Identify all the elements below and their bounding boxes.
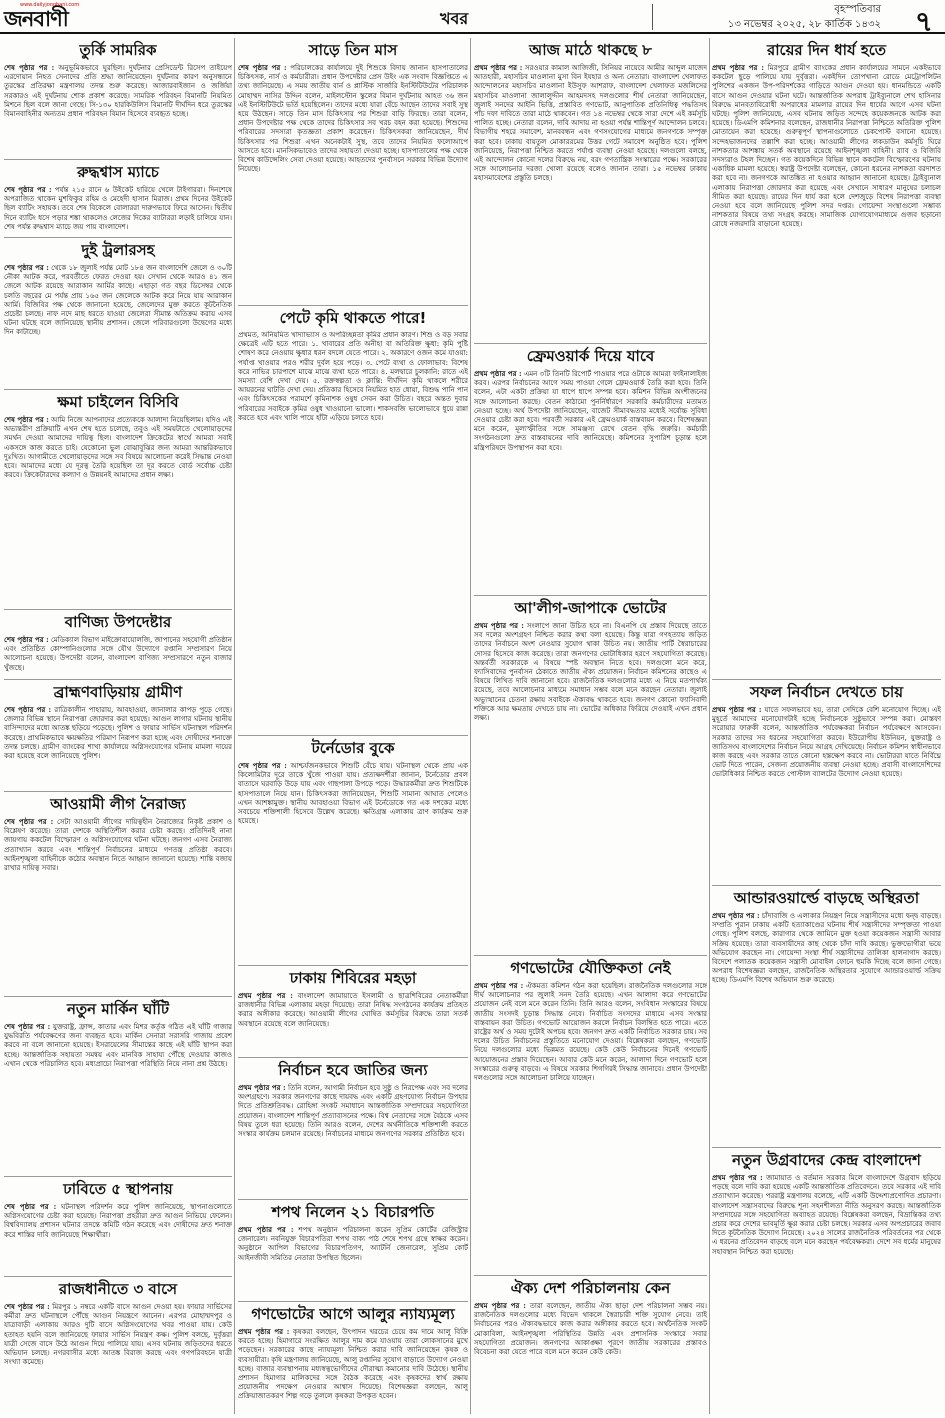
news-article[interactable] xyxy=(4,610,232,680)
article-lead-tag: শেষ পৃষ্ঠার পর : xyxy=(4,185,52,194)
article-body xyxy=(474,1301,707,1414)
article-headline[interactable]: টর্নেডোর বুকে xyxy=(311,739,395,757)
article-text: বাংলাদেশ জামায়াতে ইসলামী ও ছাত্রশিবিরের নেতাকর্মীরা রাজধানীর বিভিন্ন এলাকায় মহড়া দিয়েছে। তারা নিষিদ্ধ সংগঠনের কার্যক্রম প্রতিহত করার অঙ্গীকার করেছে। আওয়ামী লীগের ঘোষিত কর্মসূচির বিরুদ্ধে তারা সতর্ক অবস্থানে রয়েছে বলে জানিয়েছে। xyxy=(238,992,468,1028)
article-body xyxy=(4,263,232,385)
article-headline[interactable]: পেটে কৃমি থাকতে পারে! xyxy=(279,309,427,327)
article-text: কৃষকরা বলছেন, উৎপাদন খরচের চেয়ে কম দামে আলু বিক্রি করতে হচ্ছে। হিমাগারে সংরক্ষিত আলুর দাম কমে যাওয়ায় তারা লোকসানের মুখে পড়েছেন। সরকারের কাছে ন্যায্যমূল্য নিশ্চিত করার দাবি জানিয়েছেন কৃষক ও ব্যবসায়ীরা। কৃষি মন্ত্রণালয় জানিয়েছে, আলু রপ্তানির সুযোগ বাড়াতে উদ্যোগ নেওয়া হচ্ছে। বাজার ব্যবস্থাপনায় মধ্যস্বত্বভোগীদের দৌরাত্ম্য কমানোর দাবি উঠেছে। স্থানীয় প্রশাসন হিমাগার মালিকদের সঙ্গে বৈঠক করেছে এবং কৃষকদের স্বার্থ রক্ষায় প্রয়োজনীয় পদক্ষেপ নেওয়ার আশ্বাস দিয়েছে। বিশেষজ্ঞরা বলছেন, আলু প্রক্রিয়াজাতকরণ শিল্প গড়ে তুললে কৃষকরা উপকৃত হবেন। xyxy=(238,1328,468,1401)
column-2 xyxy=(238,38,468,1414)
article-text: যাতে সফলভাবে হয়, তারা সেদিকে বেশি মনোযোগ দিচ্ছে। এই মুহূর্তে আমাদের মনোযোগটাই হচ্ছে নির্বাচনকে সুষ্ঠুভাবে সম্পন্ন করা। মোস্তফা সরোয়ার ফারুকী বলেন, আন্তর্জাতিক পর্যবেক্ষকরা নির্বাচন পর্যবেক্ষণে আসবেন। সরকার তাদের সব ধরনের সহযোগিতা করবে। ইউরোপীয় ইউনিয়ন, যুক্তরাষ্ট্র ও জাতিসংঘ বাংলাদেশের নির্বাচন নিয়ে আগ্রহ দেখিয়েছে। নির্বাচন কমিশন স্বাধীনভাবে কাজ করছে এবং সরকার তাতে কোনো হস্তক্ষেপ করবে না। ভোটাররা যাতে নির্বিঘ্নে ভোট দিতে পারেন, সেজন্য প্রয়োজনীয় ব্যবস্থা নেওয়া হচ্ছে। প্রবাসী বাংলাদেশিদের ভোটাধিকার নিশ্চিত করতে পোস্টাল ব্যালটের উদ্যোগ নেওয়া হয়েছে। xyxy=(712,706,941,779)
article-text: চাঁদাবাজি ও এলাকার নিয়ন্ত্রণ নিয়ে সন্ত্রাসীদের মধ্যে দ্বন্দ্ব বাড়ছে। সম্প্রতি পুরান ঢাকায় একটি হত্যাকাণ্ডের ঘটনায় শীর্ষ সন্ত্রাসীদের সম্পৃক্ততা পাওয়া গেছে। পুলিশ বলছে, কারাগার থেকে জামিনে মুক্ত হওয়া কয়েকজন সন্ত্রাসী আবার সক্রিয় হয়েছে। তারা ব্যবসায়ীদের কাছ থেকে চাঁদা দাবি করছে। ভুক্তভোগীরা ভয়ে অভিযোগ করছেন না। গোয়েন্দা সংস্থা শীর্ষ সন্ত্রাসীদের তালিকা হালনাগাদ করছে। বিদেশে পলাতক কয়েকজন সন্ত্রাসী মোবাইল ফোনে হুমকি দিচ্ছে বলে জানা গেছে। অপরাধ বিশেষজ্ঞরা বলছেন, রাজনৈতিক অস্থিরতার সুযোগে আন্ডারওয়ার্ল্ড সক্রিয় হচ্ছে। ডিএমপি বিশেষ অভিযান শুরু করেছে। xyxy=(712,912,941,985)
article-headline[interactable]: সফল নির্বাচন দেখতে চায় xyxy=(749,683,904,701)
article-text: পর্যন্ত ২১৫ রানে ৬ উইকেট হারিয়ে খেলে টাইগাররা। দিনশেষে অপরাজিত থাকেন মুশফিকুর রহিম ও মেহেদী হাসান মিরাজ। প্রথম দিনের উইকেট ছিল ব্যাটিং সহায়ক। তবে শেষ বিকেলে বোলাররা দারুণভাবে ফিরে আসেন। দ্বিতীয় দিনে ব্যাটিং ধসে পড়ার শঙ্কা থাকলেও লেজের দিকের ব্যাটাররা লড়াই চালিয়ে যান। শেষ পর্যন্ত রুদ্ধশ্বাস ম্যাচে জয় পায় বাংলাদেশ। xyxy=(4,186,232,231)
article-headline[interactable]: নির্বাচন হবে জাতির জন্য xyxy=(278,1061,428,1079)
date-line: ১৩ নভেম্বর ২০২৫, ২৮ কার্তিক ১৪৩২ xyxy=(727,19,881,30)
article-body xyxy=(4,817,232,992)
article-lead-tag: প্রথম পৃষ্ঠার পর : xyxy=(712,705,762,714)
news-article[interactable] xyxy=(4,238,232,390)
logo-url: www.dailyjonobani.com xyxy=(20,2,80,8)
article-body xyxy=(238,761,468,961)
article-lead-tag: শেষ পৃষ্ঠার পর : xyxy=(4,1302,50,1311)
article-body xyxy=(238,1225,468,1297)
article-lead-tag: শেষ পৃষ্ঠার পর : xyxy=(4,263,49,272)
article-text: সংলাপে জানা উচিত হবে না। বিএনপি যে প্রস্তাব দিয়েছে তাতে সব দলের অংশগ্রহণ নিশ্চিত করার কথা বলা হয়েছে। কিন্তু যারা গণহত্যায় জড়িত তাদের নির্বাচনে অংশ নেওয়ার সুযোগ থাকা উচিত নয়। জাতীয় পার্টি স্বৈরাচারের দোসর হিসেবে কাজ করেছে। তারা জনগণের ভোটাধিকার হরণে সহযোগিতা করেছে। অন্তর্বর্তী সরকারকে এ বিষয়ে স্পষ্ট অবস্থান নিতে হবে। দলগুলো মনে করে, ফ্যাসিবাদের পুনর্বাসন ঠেকাতে জাতীয় ঐক্য প্রয়োজন। নির্বাচন কমিশনের কাছেও এ বিষয়ে লিখিত দাবি জানানো হবে। রাজনৈতিক দলগুলোর মধ্যে এ নিয়ে মতপার্থক্য রয়েছে, তবে আলোচনার মাধ্যমে সমাধান সম্ভব বলে মনে করছেন নেতারা। জুলাই অভ্যুত্থানের চেতনা রক্ষায় সবাইকে ঐক্যবদ্ধ থাকতে হবে। জনগণ কোনো ফ্যাসিবাদী শক্তিকে আর ক্ষমতায় দেখতে চায় না। ভোটের অধিকার ফিরিয়ে দেওয়াই এখন প্রধান লক্ষ্য। xyxy=(474,622,707,723)
article-text: জামায়াত ও বর্তমান সরকার মিলে বাংলাদেশে উগ্রবাদ ছড়িয়ে পড়ছে বলে দাবি করা হয়েছে একটি আন্তর্জাতিক প্রতিবেদনে। তবে সরকার এই দাবি প্রত্যাখ্যান করেছে। পররাষ্ট্র মন্ত্রণালয় বলেছে, এটি একটি উদ্দেশ্যপ্রণোদিত প্রচারণা। বাংলাদেশ সন্ত্রাসবাদের বিরুদ্ধে শূন্য সহনশীলতা নীতি অনুসরণ করছে। আন্তর্জাতিক সম্প্রদায়ের সঙ্গে সহযোগিতা অব্যাহত রয়েছে। বিশ্লেষকরা বলছেন, বিভ্রান্তিকর তথ্য প্রচার করে দেশের ভাবমূর্তি ক্ষুণ্ণ করার চেষ্টা চলছে। সরকার এসব অপপ্রচারের জবাব দিতে কূটনৈতিক উদ্যোগ নিয়েছে। ২০২৪ সালের রাজনৈতিক পরিবর্তনের পর থেকে এ ধরনের প্রতিবেদন বাড়ছে বলে মনে করছেন পর্যবেক্ষকরা। দেশে সব ধর্মের মানুষের সহাবস্থান নিশ্চিত করা হয়েছে। xyxy=(712,1174,941,1256)
article-headline[interactable]: গণভোটের যৌক্তিকতা নেই xyxy=(510,959,671,977)
news-article[interactable] xyxy=(238,1058,468,1200)
masthead-divider xyxy=(652,4,653,30)
article-lead-tag: প্রথম পৃষ্ঠার পর : xyxy=(238,1083,286,1092)
news-article[interactable] xyxy=(712,1148,941,1414)
news-article[interactable] xyxy=(238,1200,468,1302)
article-text: প্রথমত, অনিয়মিত খাদ্যাভ্যাস ও অপরিচ্ছন্নতা কৃমির প্রধান কারণ। শিশু ও বড় সবার ক্ষেত্রেই এটি হতে পারে। ১. খাবারের প্রতি অনীহা বা অতিরিক্ত ক্ষুধা: কৃমি পুষ্টি শোষণ করে নেওয়ায় ক্ষুধার ধরন বদলে যেতে পারে। ২. অকারণে ওজন কমে যাওয়া: পর্যাপ্ত খাওয়ার পরও শরীর দুর্বল হয়ে পড়ে। ৩. পেটে ব্যথা ও ফোলাভাব: বিশেষ করে নাভির চারপাশে মাঝে মাঝে ব্যথা হতে পারে। ৪. মলদ্বারে চুলকানি: রাতে এই সমস্যা বেশি দেখা দেয়। ৫. রক্তস্বল্পতা ও ক্লান্তি: দীর্ঘদিন কৃমি থাকলে শরীরে আয়রনের ঘাটতি দেখা দেয়। প্রতিকার হিসেবে নিয়মিত হাত ধোয়া, বিশুদ্ধ পানি পান এবং চিকিৎসকের পরামর্শে কৃমিনাশক ওষুধ সেবন করা উচিত। বছরে অন্তত দুবার পরিবারের সবাইকে কৃমির ওষুধ খাওয়ানো ভালো। শাকসবজি ভালোভাবে ধুয়ে রান্না করতে হবে এবং খালি পায়ে হাঁটা এড়িয়ে চলতে হবে। xyxy=(238,331,468,422)
article-lead-tag: প্রথম পৃষ্ঠার পর : xyxy=(238,1225,294,1234)
article-headline[interactable]: ঐক্য দেশ পরিচালনায় কেন xyxy=(510,1279,671,1297)
article-text: শপথ অনুষ্ঠান পরিচালনা করেন সুপ্রিম কোর্টের রেজিস্ট্রার জেনারেল। নবনিযুক্ত বিচারপতিরা শপথ বাক্য পাঠ শেষে শপথ গ্রন্থে স্বাক্ষর করেন। অনুষ্ঠানে আপিল বিভাগের বিচারপতিগণ, অ্যাটর্নি জেনারেল, সুপ্রিম কোর্ট আইনজীবী সমিতির নেতারা উপস্থিত ছিলেন। xyxy=(238,1226,468,1262)
article-headline[interactable]: ঢাকায় শিবিরের মহড়া xyxy=(289,969,417,987)
article-headline[interactable]: ঢাবিতে ৫ স্থাপনায় xyxy=(63,1180,173,1198)
article-text: তারা বলেছেন, জাতীয় ঐক্য ছাড়া দেশ পরিচালনা সম্ভব নয়। রাজনৈতিক দলগুলোর মধ্যে বিভেদ থাকলে স্বৈরাচারী শক্তি সুযোগ নেবে। তাই নির্বাচনের পরও ঐক্যবদ্ধভাবে কাজ করার অঙ্গীকার করতে হবে। অর্থনৈতিক সংকট মোকাবিলা, আইনশৃঙ্খলা পরিস্থিতির উন্নতি এবং প্রশাসনিক সংস্কারে সবার সহযোগিতা প্রয়োজন। জনগণের আকাঙ্ক্ষা পূরণে জাতীয় সরকারের প্রস্তাবও বিবেচনা করা যেতে পারে বলে মনে করেন কেউ কেউ। xyxy=(474,1302,707,1357)
article-headline[interactable]: আওয়ামী লীগ নৈরাজ্য xyxy=(50,795,186,813)
article-headline[interactable]: দুই ট্রলারসহ xyxy=(81,241,155,259)
article-headline[interactable]: বাণিজ্য উপদেষ্টার xyxy=(64,613,172,631)
article-text: সরওয়ার কামাল আজিজী, সিনিয়র নায়েবে আমীর আব্দুল মাজেদ আতহারী, মহাসচিব মাওলানা মুসা বিন ইযহার ও অন্য নেতারা। বাংলাদেশ খেলাফত আন্দোলনের মহাসচিব মাওলানা ইউসুফ আশরাফ, বাংলাদেশ খেলাফত মজলিসের মহাসচিব মাওলানা জালালুদ্দীন আহমদসহ দলগুলোর শীর্ষ নেতারা জানিয়েছেন, জুলাই সনদের আইনি ভিত্তি, প্রস্তাবিত গণভোট, আনুপাতিক প্রতিনিধিত্ব পদ্ধতিসহ পাঁচ দফা দাবিতে তারা মাঠে থাকবেন। গত ১৪ নভেম্বর থেকে সারা দেশে এই কর্মসূচি পালিত হচ্ছে। নেতারা বলেন, দাবি আদায় না হওয়া পর্যন্ত শান্তিপূর্ণ আন্দোলন চলবে। বিভাগীয় শহরে সমাবেশ, মানববন্ধন এবং গণসংযোগের মাধ্যমে জনগণকে সম্পৃক্ত করা হবে। ঢাকায় বায়তুল মোকাররমের উত্তর গেটে সমাবেশ অনুষ্ঠিত হবে। পুলিশ জানিয়েছে, নিরাপত্তা নিশ্চিত করতে পর্যাপ্ত ব্যবস্থা নেওয়া হয়েছে। দলগুলো বলছে, এই আন্দোলন কোনো দলের বিরুদ্ধে নয়, বরং গণতান্ত্রিক সংস্কারের পক্ষে। সরকারের সঙ্গে আলোচনার দরজা খোলা রয়েছে বলেও জানান তারা। ১৫ নভেম্বর ঢাকায় মহাসমাবেশের প্রস্তুতি চলছে। xyxy=(474,64,707,183)
newspaper-logo[interactable] xyxy=(4,2,99,32)
article-lead-tag: প্রথম পৃষ্ঠার পর : xyxy=(238,1327,290,1336)
article-body xyxy=(712,63,941,675)
article-body xyxy=(474,63,707,339)
article-headline[interactable]: সাড়ে তিন মাস xyxy=(308,41,398,59)
article-headline[interactable]: নতুন মার্কিন ঘাঁটি xyxy=(66,1000,170,1018)
article-text: মেডিক্যাল বিভাগ মাইক্রোবায়োলজি, জাপানের সহযোগী প্রতিষ্ঠান এবং প্রতিষ্ঠিত কোম্পানিগুলোর সঙ্গে যৌথ উদ্যোগে রপ্তানি সম্প্রসারণ নিয়ে আলোচনা হয়েছে। উপদেষ্টা বলেন, বাংলাদেশ বাণিজ্য সম্প্রসারণে নতুন বাজার খুঁজছে। xyxy=(4,636,232,672)
article-headline[interactable]: আ'লীগ-জাপাকে ভোটের xyxy=(514,599,667,617)
news-article[interactable] xyxy=(4,390,232,610)
article-lead-tag: শেষ পৃষ্ঠার পর : xyxy=(4,817,54,826)
article-body xyxy=(712,911,941,1143)
article-text: পরিচালকের কার্যালয়ে দুই শিশুকে বিদায় জানান হাসপাতালের চিকিৎসক, নার্স ও কর্মচারীরা। প্রধান উপদেষ্টার প্রেস উইং এক সংবাদ বিজ্ঞপ্তিতে এ তথ্য জানিয়েছে। এ সময় জাতীয় বার্ন ও প্লাস্টিক সার্জারি ইনস্টিটিউটের পরিচালক মোহাম্মদ নাসির উদ্দিন বলেন, মাইলস্টোন স্কুলের বিমান দুর্ঘটনায় আহত ৩৬ জন এই ইনস্টিটিউটে ভর্তি হয়েছিলেন। তাদের মধ্যে যারা বেঁচে আছেন তাদের সবাই সুস্থ হয়ে উঠছেন। সাড়ে তিন মাস চিকিৎসার পর শিশুরা বাড়ি ফিরছে। তারা বলেন, প্রধান উপদেষ্টার পক্ষ থেকে তাদের চিকিৎসার সব খরচ বহন করা হয়েছে। শিশুদের পরিবারের সদস্যরা কৃতজ্ঞতা প্রকাশ করেছেন। চিকিৎসকরা জানিয়েছেন, দীর্ঘ চিকিৎসার পর শিশুরা এখন অনেকটাই সুস্থ, তবে তাদের নিয়মিত ফলোআপে আসতে হবে। মানসিকভাবেও তাদের সহায়তা দেওয়া হচ্ছে। হাসপাতালের পক্ষ থেকে বিশেষ কাউন্সেলিং সেবা দেওয়া হয়েছে। আহতদের পুনর্বাসনে সরকার বিভিন্ন উদ্যোগ নিয়েছে। xyxy=(238,64,468,174)
article-body xyxy=(238,331,468,731)
news-article[interactable] xyxy=(238,38,468,306)
article-headline[interactable]: ক্ষমা চাইলেন বিসিবি xyxy=(57,393,179,411)
article-text: সেটা আওয়ামী লীগের দায়িত্বহীন নৈরাজ্যের নিকৃষ্ট প্রকাশ ও বিশ্লেষণ করেছে। তারা দেশকে অস্থিতিশীল করার চেষ্টা করছে। প্রতিদিনই নানা জায়গায় ককটেল বিস্ফোরণ ও অগ্নিসংযোগের ঘটনা ঘটছে। জনগণ এসব নৈরাজ্য প্রত্যাখ্যান করবে এবং শান্তিপূর্ণ নির্বাচনের মাধ্যমে গণতন্ত্র প্রতিষ্ঠা করবে। আইনশৃঙ্খলা বাহিনীকে কঠোর অবস্থান নিতে আহ্বান জানানো হয়েছে। শান্তি বজায় রাখার দায়িত্ব সবার। xyxy=(4,818,232,873)
article-text: অনুভূমিকভাবে ঘুরছিল। দুর্ঘটনার প্রেসিডেন্ট রিসেপ তাইয়েপ এরদোয়ান নিহত সেনাদের প্রতি শ্রদ্ধা জানিয়েছেন। দুর্ঘটনার কারণ অনুসন্ধানে তুরস্কের প্রতিরক্ষা মন্ত্রণালয় তদন্ত শুরু করেছে। আজারবাইজান ও জর্জিয়া সরকারও এই দুর্ঘটনায় শোক প্রকাশ করেছে। সামরিক পরিবহন বিমানটি নিয়মিত মিশনে ছিল বলে জানা গেছে। সি-১৩০ হারকিউলিস বিমানটি দীর্ঘদিন ধরে তুরস্কের বিমানবাহিনীর অন্যতম প্রধান পরিবহন বিমান হিসেবে ব্যবহৃত হচ্ছে। xyxy=(4,64,232,119)
article-body xyxy=(474,369,707,591)
article-body xyxy=(238,1327,468,1414)
article-lead-tag: প্রথম পৃষ্ঠার পর : xyxy=(474,63,523,72)
article-lead-tag: শেষ পৃষ্ঠার পর : xyxy=(238,63,287,72)
news-article[interactable] xyxy=(474,596,707,956)
article-headline[interactable]: ফ্রেমওয়ার্ক দিয়ে যাবে xyxy=(526,347,655,365)
article-lead-tag: শেষ পৃষ্ঠার পর : xyxy=(4,1022,51,1031)
column-1 xyxy=(4,38,232,1414)
article-headline[interactable]: রাজধানীতে ৩ বাসে xyxy=(58,1280,178,1298)
article-body xyxy=(4,415,232,605)
article-body xyxy=(4,1022,232,1172)
page-number: ৭ xyxy=(914,5,933,38)
article-lead-tag: প্রথম পৃষ্ঠার পর : xyxy=(474,621,524,630)
news-article[interactable] xyxy=(474,344,707,596)
news-article[interactable] xyxy=(712,38,941,680)
article-lead-tag: শেষ পৃষ্ঠার পর : xyxy=(4,63,55,72)
article-text: রাত্রিকালীন পাহারায়, আবহাওয়া, জানালার কাপড় পুড়ে গেছে। জেলার বিভিন্ন স্থানে নিরাপত্তা জোরদার করা হয়েছে। আগুন লাগার ঘটনায় স্থানীয় বাসিন্দাদের মধ্যে আতঙ্ক ছড়িয়ে পড়েছে। পুলিশ ও ফায়ার সার্ভিস ঘটনাস্থল পরিদর্শন করেছে। প্রাথমিকভাবে ক্ষয়ক্ষতির পরিমাণ নিরূপণ করা হচ্ছে এবং দোষীদের শনাক্তে তদন্ত চলছে। গ্রামীণ ব্যাংকের শাখা কার্যালয়ে অগ্নিসংযোগের ঘটনায় মামলা দায়ের করা হয়েছে বলে জানিয়েছে পুলিশ। xyxy=(4,706,232,761)
article-text: আমি নিজে আপনাদের প্রত্যেককে আলাদা নিয়েছিলাম। যদিও এই অভ্যন্তরীণ প্রক্রিয়াটি এখন শেষ হতে চলেছে, তবুও এই সময়টাতে খেলোয়াড়দের সমর্থন দেওয়া আমাদের দায়িত্ব ছিল। বাংলাদেশ ক্রিকেটের স্বার্থে আমরা সবাই একসঙ্গে কাজ করতে চাই। যেকোনো ভুল বোঝাবুঝির জন্য আমরা আন্তরিকভাবে দুঃখিত। আগামীতে খেলোয়াড়দের সঙ্গে সব বিষয়ে আলোচনা করেই সিদ্ধান্ত নেওয়া হবে। আমাদের মধ্যে যে দূরত্ব তৈরি হয়েছিল তা দূর করতে বোর্ড সর্বোচ্চ চেষ্টা করবে। ক্রিকেটারদের কল্যাণ ও উন্নয়নই আমাদের প্রধান লক্ষ্য। xyxy=(4,416,232,480)
article-body xyxy=(4,63,232,155)
article-lead-tag: শেষ পৃষ্ঠার পর : xyxy=(4,635,49,644)
article-headline[interactable]: রুদ্ধশ্বাস ম্যাচে xyxy=(77,163,159,181)
article-headline[interactable]: রায়ের দিন ধার্য হতে xyxy=(766,41,887,59)
column-3 xyxy=(474,38,707,1414)
article-text: ঐকমত্য কমিশন গঠন করা হয়েছিল। রাজনৈতিক দলগুলোর সঙ্গে দীর্ঘ আলোচনার পর জুলাই সনদ তৈরি হয়েছে। এখন আলাদা করে গণভোটের প্রয়োজন নেই বলে মনে করেন তিনি। তিনি আরও বলেন, সংবিধান সংস্কারের বিষয়ে জাতীয় সংসদই চূড়ান্ত সিদ্ধান্ত নেবে। নির্বাচিত সংসদের মাধ্যমে এসব সংস্কার বাস্তবায়ন করা উচিত। গণভোট আয়োজন করলে নির্বাচন বিলম্বিত হতে পারে। এতে রাষ্ট্রের অর্থ ও সময় দুটোই অপচয় হবে। জনগণ দ্রুত একটি নির্বাচিত সরকার চায়। সব দলের উচিত নির্বাচনের প্রস্তুতিতে মনোযোগ দেওয়া। বিশ্লেষকরা বলছেন, গণভোট নিয়ে দলগুলোর মধ্যে ভিন্নমত রয়েছে। কেউ কেউ নির্বাচনের দিনেই গণভোট আয়োজনের প্রস্তাব দিয়েছেন। আবার কেউ মনে করেন, আলাদা দিনে গণভোট হলে সংস্কারের গুরুত্ব বাড়বে। এ বিষয়ে সরকার শিগগিরই সিদ্ধান্ত জানাবে। প্রধান উপদেষ্টা দলগুলোর সঙ্গে আলোচনা চালিয়ে যাচ্ছেন। xyxy=(474,982,707,1083)
article-body xyxy=(474,621,707,951)
news-article[interactable] xyxy=(712,886,941,1148)
article-body xyxy=(712,1173,941,1414)
news-article[interactable] xyxy=(474,38,707,344)
article-body xyxy=(474,981,707,1271)
section-label: খবর xyxy=(440,9,469,28)
article-headline[interactable]: আন্ডারওয়ার্ল্ডে বাড়ছে অস্থিরতা xyxy=(733,889,920,907)
article-lead-tag: শেষ পৃষ্ঠার পর : xyxy=(4,1202,57,1211)
article-body xyxy=(4,1302,232,1414)
news-article[interactable] xyxy=(4,792,232,997)
article-lead-tag: প্রথম পৃষ্ঠার পর : xyxy=(474,981,524,990)
news-article[interactable] xyxy=(4,160,232,238)
news-article[interactable] xyxy=(4,997,232,1177)
article-body xyxy=(4,185,232,233)
news-article[interactable] xyxy=(4,1177,232,1277)
article-text: থেকে ১৮ জুলাই পর্যন্ত মোট ১৮৪ জন বাংলাদেশি জেলে ও ৩০টি নৌকা আটক করে, পরবর্তীতে ফেরত দেওয়া হয়। সেখান থেকে আরও ৪১ জন জেলে আটক রয়েছে আরাকান আর্মির কাছে। এছাড়া গত বছর ডিসেম্বর থেকে চলতি বছরের মে পর্যন্ত প্রায় ১৬৫ জন জেলেকে আটক করে নিয়ে যায় আরাকান আর্মি। বিজিবির পক্ষ থেকে জানানো হয়েছে, জেলেদের মুক্ত করতে কূটনৈতিক প্রচেষ্টা চলছে। নাফ নদে মাছ ধরতে যাওয়া জেলেরা সীমান্ত অতিক্রম করায় এসব ঘটনা ঘটছে বলে জানিয়েছে স্থানীয় প্রশাসন। জেলে পরিবারগুলো উদ্বেগের মধ্যে দিন কাটাচ্ছে। xyxy=(4,264,232,337)
article-lead-tag: প্রথম পৃষ্ঠার পর : xyxy=(712,1173,763,1182)
article-lead-tag: শেষ পৃষ্ঠার পর : xyxy=(4,705,52,714)
column-rule xyxy=(470,38,471,1414)
news-article[interactable] xyxy=(712,680,941,886)
column-4 xyxy=(712,38,941,1414)
article-text: মিরপুরে গ্রামীণ ব্যাংকের প্রধান কার্যালয়ের সামনে একইভাবে ককটেল ছুড়ে পালিয়ে যায় দুর্বৃত্তরা। একইদিন তোপখানা রোডে মেট্রোপলিটন পুলিশের একজন উপ-পরিদর্শকের গাড়িতে আগুন দেওয়া হয়। ধানমন্ডিতে একটি বাসে আগুন দেওয়ার ঘটনা ঘটে। আন্তর্জাতিক অপরাধ ট্রাইব্যুনালে শেখ হাসিনার বিরুদ্ধে মানবতাবিরোধী অপরাধের মামলার রায়ের দিন ধার্যের আগে এসব ঘটনা ঘটছে। পুলিশ জানিয়েছে, এসব ঘটনায় জড়িত সন্দেহে কয়েকজনকে আটক করা হয়েছে। ডিএমপি কমিশনার বলেছেন, রাজধানীর নিরাপত্তা নিশ্চিতে অতিরিক্ত পুলিশ মোতায়েন করা হয়েছে। গুরুত্বপূর্ণ স্থাপনাগুলোতে চেকপোস্ট বসানো হয়েছে। সন্দেহভাজনদের তল্লাশি করা হচ্ছে। আওয়ামী লীগের লকডাউন কর্মসূচি ঘিরে নাশকতার আশঙ্কায় সতর্ক অবস্থানে রয়েছে আইনশৃঙ্খলা বাহিনী। র‍্যাব ও বিজিবি সদস্যরাও টহল দিচ্ছেন। গত কয়েকদিনে বিভিন্ন স্থানে ককটেল বিস্ফোরণের ঘটনায় একাধিক মামলা হয়েছে। স্বরাষ্ট্র উপদেষ্টা বলেছেন, কোনো ধরনের নাশকতা বরদাশত করা হবে না। জনগণকে আতঙ্কিত না হওয়ার আহ্বান জানানো হয়েছে। ট্রাইব্যুনাল এলাকায় নিরাপত্তা জোরদার করা হয়েছে এবং সেখানে সাধারণ মানুষের চলাচল সীমিত করা হয়েছে। রায়ের দিন ধার্য করা হলে দেশজুড়ে বিশেষ নিরাপত্তা ব্যবস্থা নেওয়া হবে বলে জানিয়েছে পুলিশ সদর দপ্তর। গোয়েন্দা সংস্থাগুলো সম্ভাব্য নাশকতার বিষয়ে তথ্য সংগ্রহ করছে। সামাজিক যোগাযোগমাধ্যমে গুজব ছড়ানো রোধে নজরদারি বাড়ানো হয়েছে। xyxy=(712,64,941,229)
article-headline[interactable]: ব্রাহ্মণবাড়িয়ায় গ্রামীণ xyxy=(53,683,183,701)
article-text: মিরপুর ১ নম্বরে একটি বাসে আগুন দেওয়া হয়। ফায়ার সার্ভিসের কর্মীরা দ্রুত ঘটনাস্থলে পৌঁছে আগুন নিয়ন্ত্রণে আনেন। এরপর মোহাম্মদপুর ও যাত্রাবাড়ী এলাকায় আরও দুটি বাসে অগ্নিসংযোগের খবর পাওয়া যায়। কেউ হতাহত হয়নি বলে জানিয়েছে ফায়ার সার্ভিস নিয়ন্ত্রণ কক্ষ। পুলিশ বলছে, দুর্বৃত্তরা যাত্রী সেজে বাসে উঠে আগুন দিয়ে পালিয়ে যায়। এসব ঘটনায় জড়িতদের ধরতে অভিযান চলছে। নগরবাসীর মধ্যে আতঙ্ক বিরাজ করছে এবং গণপরিবহনে যাত্রী সংখ্যা কমেছে। xyxy=(4,1303,232,1367)
article-headline[interactable]: তুর্কি সামরিক xyxy=(79,41,157,59)
news-article[interactable] xyxy=(238,1302,468,1414)
news-article[interactable] xyxy=(4,38,232,160)
article-lead-tag: প্রথম পৃষ্ঠার পর : xyxy=(474,369,522,378)
masthead xyxy=(0,0,945,38)
article-text: এমন ৩টি তিনটি রিপোর্ট পাওয়ার পরে ওটাকে আমরা ফাইনালাইজ করব। এরপর নির্বাচনের আগে সময় পাওয়া গেলে ফ্রেমওয়ার্ক তৈরি করা হবে। তিনি বলেন, এটা একটা প্রক্রিয়া যা ধাপে ধাপে সম্পন্ন হবে। কমিশন বিভিন্ন অংশীজনের সঙ্গে আলোচনা করছে। বেতন কাঠামো পুনর্নির্ধারণে সরকারি কর্মচারীদের মতামত নেওয়া হচ্ছে। অর্থ উপদেষ্টা জানিয়েছেন, বাজেট সীমাবদ্ধতার মধ্যেই সর্বোচ্চ সুবিধা দেওয়ার চেষ্টা করা হবে। পরবর্তী সরকার এই ফ্রেমওয়ার্ক বাস্তবায়ন করবে। বিশেষজ্ঞরা মনে করেন, মূল্যস্ফীতির সঙ্গে সামঞ্জস্য রেখে বেতন বৃদ্ধি জরুরি। কর্মচারী সংগঠনগুলো দ্রুত বাস্তবায়নের দাবি জানিয়েছে। কমিশনের সুপারিশ চূড়ান্ত হলে মন্ত্রিপরিষদে উপস্থাপন করা হবে। xyxy=(474,370,707,452)
article-body xyxy=(4,635,232,675)
article-text: যুক্তরাষ্ট্র, ফ্রান্স, কাতার এবং মিশর কর্তৃক গঠিত এই ঘাঁটি গাজার যুদ্ধবিরতি পর্যবেক্ষণের জন্য ব্যবহৃত হবে। মার্কিন সেনারা সরাসরি গাজায় প্রবেশ করবে না বলে জানানো হয়েছে। ইসরায়েলের সীমান্তের কাছে এই ঘাঁটি স্থাপন করা হচ্ছে। আন্তর্জাতিক সহায়তা সমন্বয় এবং মানবিক সাহায্য পৌঁছে দেওয়ার কাজও এখান থেকে পরিচালিত হবে। মধ্যপ্রাচ্যে নিরাপত্তা পরিস্থিতি নিয়ে নানা প্রশ্ন উঠছে। xyxy=(4,1023,232,1068)
article-body xyxy=(238,1083,468,1195)
article-text: ঘটনাস্থল পরিদর্শন করে পুলিশ জানিয়েছে, স্থাপনাগুলোতে অগ্নিসংযোগের চেষ্টা করা হয়েছে। নিরাপত্তা প্রহরীরা দ্রুত আগুন নিভিয়ে ফেলেন। বিশ্ববিদ্যালয় প্রশাসন ঘটনার তদন্তে কমিটি গঠন করেছে এবং দোষীদের দ্রুত শনাক্ত করে শাস্তির দাবি জানিয়েছে শিক্ষার্থীরা। xyxy=(4,1203,232,1239)
article-body xyxy=(712,705,941,881)
article-lead-tag: প্রথম পৃষ্ঠার পর : xyxy=(712,911,760,920)
article-body xyxy=(4,705,232,787)
column-rule xyxy=(234,38,235,1414)
news-article[interactable] xyxy=(474,956,707,1276)
day-name: বৃহস্পতিবার xyxy=(834,4,881,15)
article-lead-tag: শেষ পৃষ্ঠার পর : xyxy=(4,415,49,424)
article-body xyxy=(238,63,468,301)
article-lead-tag: শেষ পৃষ্ঠার পর : xyxy=(238,761,287,770)
article-lead-tag: প্রথম পৃষ্ঠার পর : xyxy=(474,1301,526,1310)
article-body xyxy=(238,991,468,1053)
news-article[interactable] xyxy=(238,306,468,736)
news-article[interactable] xyxy=(4,680,232,792)
article-headline[interactable]: শপথ নিলেন ২১ বিচারপতি xyxy=(271,1203,435,1221)
logo-text: জনবাণী xyxy=(4,7,68,31)
news-article[interactable] xyxy=(238,736,468,966)
article-lead-tag: প্রথম পৃষ্ঠার পর : xyxy=(238,991,293,1000)
news-article[interactable] xyxy=(238,966,468,1058)
article-body xyxy=(4,1202,232,1272)
news-article[interactable] xyxy=(474,1276,707,1414)
article-headline[interactable]: নতুন উগ্রবাদের কেন্দ্র বাংলাদেশ xyxy=(732,1151,921,1169)
article-headline[interactable]: গণভোটের আগে আলুর ন্যায্যমূল্য xyxy=(251,1305,455,1323)
article-headline[interactable]: আজ মাঠে থাকছে ৮ xyxy=(529,41,652,59)
article-lead-tag: প্রথম পৃষ্ঠার পর : xyxy=(712,63,764,72)
article-text: আশ্চর্যজনকভাবে শিশুটি বেঁচে যায়। ঘটনাস্থল থেকে প্রায় এক কিলোমিটার দূরে তাকে খুঁজে পাওয়া যায়। প্রত্যক্ষদর্শীরা জানান, টর্নেডোর প্রবল বাতাসে ঘরবাড়ি উড়ে যায় এবং গাছপালা উপড়ে পড়ে। উদ্ধারকর্মীরা দ্রুত শিশুটিকে হাসপাতালে নিয়ে যান। চিকিৎসকরা জানিয়েছেন, শিশুটি সামান্য আঘাত পেলেও এখন আশঙ্কামুক্ত। স্থানীয় আবহাওয়া বিভাগ এই টর্নেডোকে গত এক দশকের মধ্যে সবচেয়ে শক্তিশালী হিসেবে উল্লেখ করেছে। ক্ষতিগ্রস্ত এলাকায় ত্রাণ কার্যক্রম শুরু হয়েছে। xyxy=(238,762,468,826)
column-rule xyxy=(709,38,710,1414)
news-article[interactable] xyxy=(4,1277,232,1414)
article-text: তিনি বলেন, আগামী নির্বাচন হবে সুষ্ঠু ও নিরপেক্ষ এবং সব দলের অংশগ্রহণে। সরকার জনগণের কাছে দায়বদ্ধ এবং একটি গ্রহণযোগ্য নির্বাচন উপহার দিতে প্রতিশ্রুতিবদ্ধ। রোহিঙ্গা সংকট সমাধানে আন্তর্জাতিক সম্প্রদায়ের সহযোগিতা প্রয়োজন। বাংলাদেশ শান্তিপূর্ণ প্রত্যাবাসনের পক্ষে। বিশ্ব নেতাদের সঙ্গে বৈঠকে এসব বিষয় তুলে ধরা হয়েছে। তিনি আরও বলেন, দেশের অর্থনীতিকে শক্তিশালী করতে সংস্কার কার্যক্রম চলমান রয়েছে। নির্বাচনের মাধ্যমে জনগণের সরকার প্রতিষ্ঠিত হবে। xyxy=(238,1084,468,1139)
